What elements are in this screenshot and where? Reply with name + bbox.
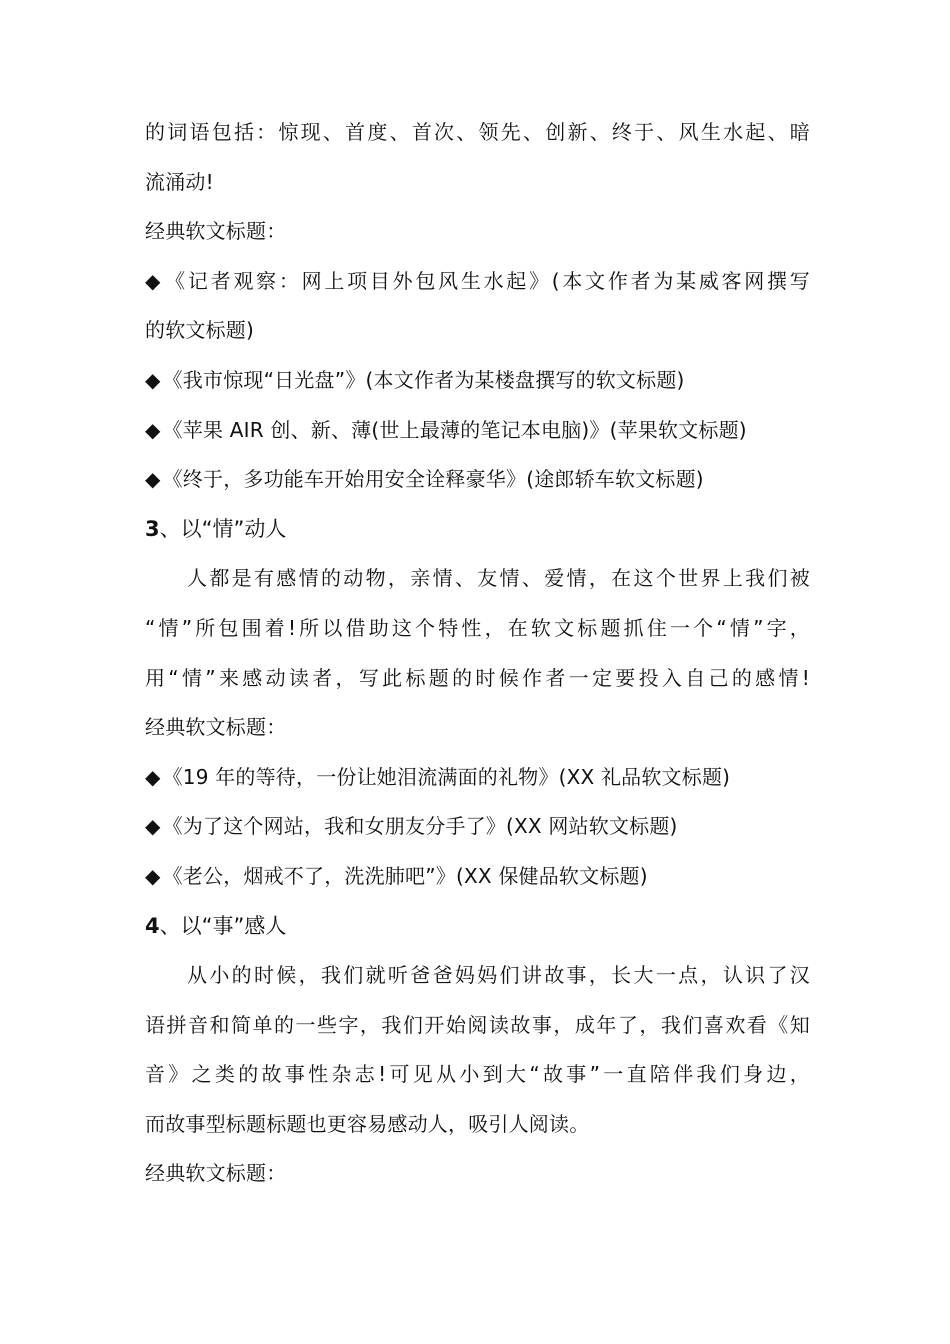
examples-label: 经典软文标题： (145, 219, 287, 244)
text-line: 的软文标题) (145, 318, 255, 343)
text-line: 流涌动! (145, 169, 214, 194)
paragraph-line: “情”所包围着!所以借助这个特性，在软文标题抓住一个“情”字， (145, 615, 810, 640)
diamond-bullet-icon: ◆ (145, 863, 161, 888)
example-item (145, 257, 810, 307)
examples-label: 经典软文标题： (145, 1161, 287, 1186)
section-title: 、以“情”动人 (159, 516, 287, 541)
paragraph-line: 从小的时候，我们就听爸爸妈妈们讲故事，长大一点，认识了汉 (187, 963, 810, 988)
document-page (145, 108, 810, 1199)
example-item (145, 802, 810, 852)
paragraph-line: 人都是有感情的动物，亲情、友情、爱情，在这个世界上我们被 (187, 566, 810, 591)
example-item (145, 455, 810, 505)
text-line: 的词语包括：惊现、首度、首次、领先、创新、终于、风生水起、暗 (145, 120, 810, 144)
section-number: 3 (145, 516, 160, 541)
diamond-bullet-icon: ◆ (145, 814, 161, 839)
paragraph-line: 而故事型标题标题也更容易感动人，吸引人阅读。 (145, 1111, 590, 1136)
example-item (145, 406, 810, 456)
example-text: 《为了这个网站，我和女朋友分手了》(XX 网站软文标题) (162, 814, 678, 839)
section-heading-3 (145, 505, 810, 555)
diamond-bullet-icon: ◆ (145, 268, 161, 293)
diamond-bullet-icon: ◆ (145, 417, 161, 442)
section-heading-4 (145, 902, 810, 952)
example-text: 《19 年的等待，一份让她泪流满面的礼物》(XX 礼品软文标题) (162, 764, 731, 789)
example-text: 《记者观察：网上项目外包风生水起》(本文作者为某威客网撰写 (162, 268, 810, 293)
example-text: 《我市惊现“日光盘”》(本文作者为某楼盘撰写的软文标题) (162, 367, 685, 392)
example-text: 《苹果 AIR 创、新、薄(世上最薄的笔记本电脑)》(苹果软文标题) (162, 417, 747, 442)
paragraph-line: 语拼音和简单的一些字，我们开始阅读故事，成年了，我们喜欢看《知 (145, 1012, 810, 1037)
example-item (145, 356, 810, 406)
example-item (145, 852, 810, 902)
example-text: 《终于，多功能车开始用安全诠释豪华》(途郎轿车软文标题) (162, 467, 704, 492)
paragraph-line: 用“情”来感动读者，写此标题的时候作者一定要投入自己的感情! (145, 665, 810, 690)
example-text: 《老公，烟戒不了，洗洗肺吧”》(XX 保健品软文标题) (162, 863, 648, 888)
examples-label: 经典软文标题： (145, 715, 287, 740)
section-title: 、以“事”感人 (159, 913, 287, 938)
section-number: 4 (145, 913, 160, 938)
diamond-bullet-icon: ◆ (145, 764, 161, 789)
paragraph-line: 音》之类的故事性杂志!可见从小到大“故事”一直陪伴我们身边， (145, 1062, 810, 1087)
diamond-bullet-icon: ◆ (145, 467, 161, 492)
example-item (145, 753, 810, 803)
diamond-bullet-icon: ◆ (145, 367, 161, 392)
